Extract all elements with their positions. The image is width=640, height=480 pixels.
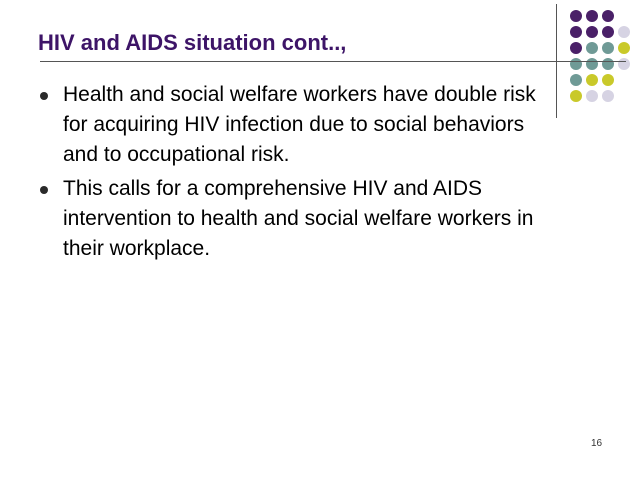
ornament-dot [602,42,614,54]
bullet-text: Health and social welfare workers have double risk for acquiring HIV infection due to social behaviors and to occupational risk. [63,83,536,166]
ornament-dot [602,10,614,22]
bullet-list [40,80,560,268]
bullet-dot-icon [40,186,48,194]
ornament-dot [602,90,614,102]
ornament-dot [570,26,582,38]
ornament-dot [586,90,598,102]
bullet-item [40,174,560,264]
ornament-dot [570,42,582,54]
ornament-dot [570,90,582,102]
bullet-dot-icon [40,92,48,100]
ornament-dot [586,42,598,54]
ornament-dot [602,58,614,70]
ornament-dot [570,10,582,22]
ornament-dot [618,26,630,38]
ornament-dot [586,74,598,86]
bullet-item [40,80,560,170]
ornament-dot [618,58,630,70]
ornament-dot [570,74,582,86]
bullet-text: This calls for a comprehensive HIV and AIDS intervention to health and social welfare workers in their workplace. [63,177,534,260]
ornament-dot [618,42,630,54]
slide-title: HIV and AIDS situation cont.., [38,30,347,55]
horizontal-rule [40,61,626,62]
ornament-dot [586,58,598,70]
ornament-dot [602,74,614,86]
ornament-dot [586,26,598,38]
page-number: 16 [591,438,603,449]
ornament-dot [602,26,614,38]
ornament-dot [570,58,582,70]
ornament-dot [586,10,598,22]
